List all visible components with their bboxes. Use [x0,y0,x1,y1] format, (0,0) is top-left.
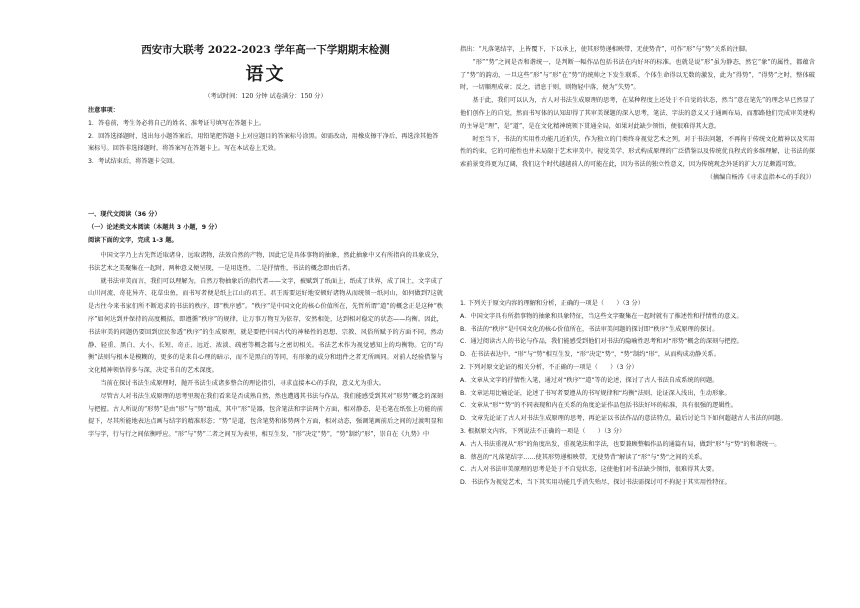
section-instruction: 阅读下面的文字，完成 1-3 题。 [88,236,178,244]
section-title: 一、现代文阅读（36 分） [88,211,161,218]
passage-left [88,250,443,442]
section-header [88,209,443,247]
question-option: C．通过阅读古人的书论与作品，我们能感受到他们对书法的隐喻性思考和对“形势”概念的深刻与把控。 [460,338,743,346]
notes-heading: 注意事项： [88,107,119,114]
note-item: 3．考试结束后，将答题卡交回。 [88,158,179,166]
passage-paragraph: “形”“势”之间是否和谐统一，是判断一幅作品包括书法在内好坏的标准。也就是说“形”虽为静态，然它“象”的属性，都蕴含了“势”的韵动，一旦这些“形”与“形”在“势”的统帅之下发生联系，个体生命得以无数的激发，此为“得势”，“得势”之时，整体破时，一切顺理成章；反之，清息于则，则物轻中落，便为“失势”。 [460,58,815,92]
question-option: B．书法的“秩序”是中国文化的核心价值所在，书法审美问题的探讨即“秩序”生成原理的探讨。 [460,325,719,333]
notes-block [88,105,443,169]
section-subtitle: （一）论述类文本阅读（本题共 3 小题，9 分） [88,223,221,231]
source-note: （摘编自杨涛《寻求直指本心的手段》） [706,173,815,181]
left-column [88,0,443,608]
question-option: D．文章先论证了古人对书法生成原理的思考，再论证以书法作品的意法特点，最后讨论当下如何超越古人书法的问题。 [460,415,787,423]
passage-paragraph: 当前在探讨书法生成原理时，抛开书法生成诸多整合的理论指引，寻求直接本心的手段，意义尤为重大。 [100,379,386,387]
passage-paragraph: 指出：“凡落笔结字，上皆覆下，下以承上，使其形势递相映带，无使势背”，可作“形”与“势”关系的注脚。 [460,46,752,53]
passage-paragraph: 中国文字乃上古先哲近取诸身，远取诸物，法效自然的产物，因此它是具体事物的抽象，然此抽象中又有所指向的具象成分，书法艺术之美聚集在一起时，两种意义便呈现，一是用连性，二是抒情性，书法的概念即由后者。 [88,252,443,272]
exam-info: （考试时间：120 分钟 试卷满分：150 分） [204,93,327,100]
question-option: B．蔡邕的“凡落笔结字……使其形势递相映带，无使势背”解读了“形”与“势”之间的关系。 [460,453,707,461]
note-item: 1．答卷前，考生务必将自己的姓名、准考证号填写在答题卡上。 [88,119,266,127]
question-option: C．文章从“形”“势”的不同表现和内在关系的角度论证作品包括书法好坏的标准，具有很强的逻辑性。 [460,402,738,410]
question-option: A．文章从文字的抒情性入笔，通过对“秩序”“道”等的论述，探讨了古人书法自成系统的问题。 [460,376,719,384]
passage-paragraph: 就书法审美而言，我们可以理解为，自然万物抽象后的指代者——文字，被赋到了纸面上，纸成了世界，成了国土，文字成了山川河流、奇花异卉、花草虫鱼，而书写者便是纸上江山的君王。君王需要运好地安顿好诸物从而统领一纸河山，如何做到?这就是古往今来书家们所不断追求的书法的秩序，即“秩序感”。“秩序”是中国文化的核心价值所在，先哲所谓“道”的概念正是这种“秩序”如何达到并保持的高度概括，即遵循“秩序”的规律，让万事万物互为依存，安然相处，达到相对稳定的状态——均衡。因此，书法审美的问题仍要回到庶民参透“秩序”的生成原理，就是要把中国古代的神秘性的思想、宗教、风俗所赋予的方面不同，然动静、轻重、黑白、大小、长短、奇正、远近、浓淡、疏密等概念都与之密切相关。书法艺术作为视觉感知上的均衡物。它的“均衡”法则与根本是模糊的，更多的是来自心理的暗示，而不是黑白的等同，有形象的成分和组件之者无所画同。对前人经验借鉴与文化精神领悟得多与深，决定书自的艺术深度。 [88,277,443,375]
question-option: A．中国文字具有所指事物的抽象和具象特征，当这些文字聚集在一起时就有了推述性和抒情性的意义。 [460,312,743,320]
note-item: 2．回答选择题时，选出每小题答案后，用铅笔把答题卡上对应题目的答案标号涂黑。如需改动，用橡皮擦干净后，再选涂其他答案标号。回答非选择题时，将答案写在答题卡上。写在本试卷上无效。 [88,132,439,153]
passage-right [460,44,815,185]
right-column [460,0,815,608]
passage-paragraph: 时至当下，书法的实用性功能几近拍失，作为独立的门类终身视觉艺术之列，对于书法问题，不再拘于传统文化精神以及实用性的约束，它的可能性也并未局限于艺术审美中。视觉美学、形式构成原理的广泛借鉴以及传统优良程式的多维理解，让书法的探索前景变得更为辽阔，我们这个时代越越前人的可能在此，因为书法的独立性意义，因为传统观念外延的扩大万足颇霞可致。 [460,135,815,169]
passage-paragraph: 基于此，我们可以认为，古人对书法生成原理的思考，在某种程度上还处于不自觉的状态，然当“意在笔先”的理念早已然显了他们创作上的自觉，然而书写体的认知却得了其审美课题的深入思考，笔法、字法的意义又于通画布局，而那路他们完成审美建构的主导是“理”，是“道”，是在文化精神统领下贯通全局，如果对此缺少领悟，便很难得其大意。 [460,97,815,130]
question-option: D．书法作为视觉艺术，当下其实用功能几乎消失殆尽，探讨书法需探讨可不拘泥于其实用性特征。 [460,479,731,487]
questions-block [460,298,815,490]
question-option: B．文章运用比喻论证，论述了书写者要遵从的书写规律和“均衡”法则，论证深入浅出，生动形象。 [460,389,731,397]
question-stem: 2. 下列对原文论证的相关分析，不正确的一项是（ ）（3 分） [460,363,638,371]
passage-paragraph: 尽管古人对书法生成原理的思考里现在我们看来是否成熟自然，然也遭遇其书法与作品，我们能感受到其对“形势”概念的深刻与把握。古人所说的“形势”是由“形”与“势”组成，其中“形”是器，包含笔法和字法两个方面，相对静态，是毛笔在纸张上功能的前提下，尽其所能地表达点画与结字的精准形态；“势”是道，包含笔势和体势两个方面，相对动态，强调笔画前后之间的过渡明显和字与字，行与行之间依衡呼应。“形”与“势”二者之间互为表里，相互生发，“形”决定“势”，“势”制约“形”，崇自在《九势》中 [88,392,443,439]
question-stem: 3. 根据原文内容，下列说法不正确的一项是（ ）（3 分） [460,427,626,435]
question-stem: 1. 下列关于原文内容的理解和分析，正确的一项是（ ）（3 分） [460,300,644,307]
exam-title: 西安市大联考 2022-2023 学年高一下学期期末检测 [141,44,390,56]
question-option: C．古人对书法审美原理的思考是处于不自觉状态，这使他们对书法缺少领悟，很难得其大要。 [460,466,719,474]
question-option: D．在书法表达中，“形”与“势”相互生发，“形”决定“势”，“势”制约“形”，从而构成动静关系。 [460,351,720,359]
question-option: A．古人书法重视从“形”的角度出发，重视笔法和字法，也要兼顾整幅作品的通篇有局，做到“形”与“势”的和谐统一。 [460,440,781,448]
subject-title: 语文 [245,64,286,85]
